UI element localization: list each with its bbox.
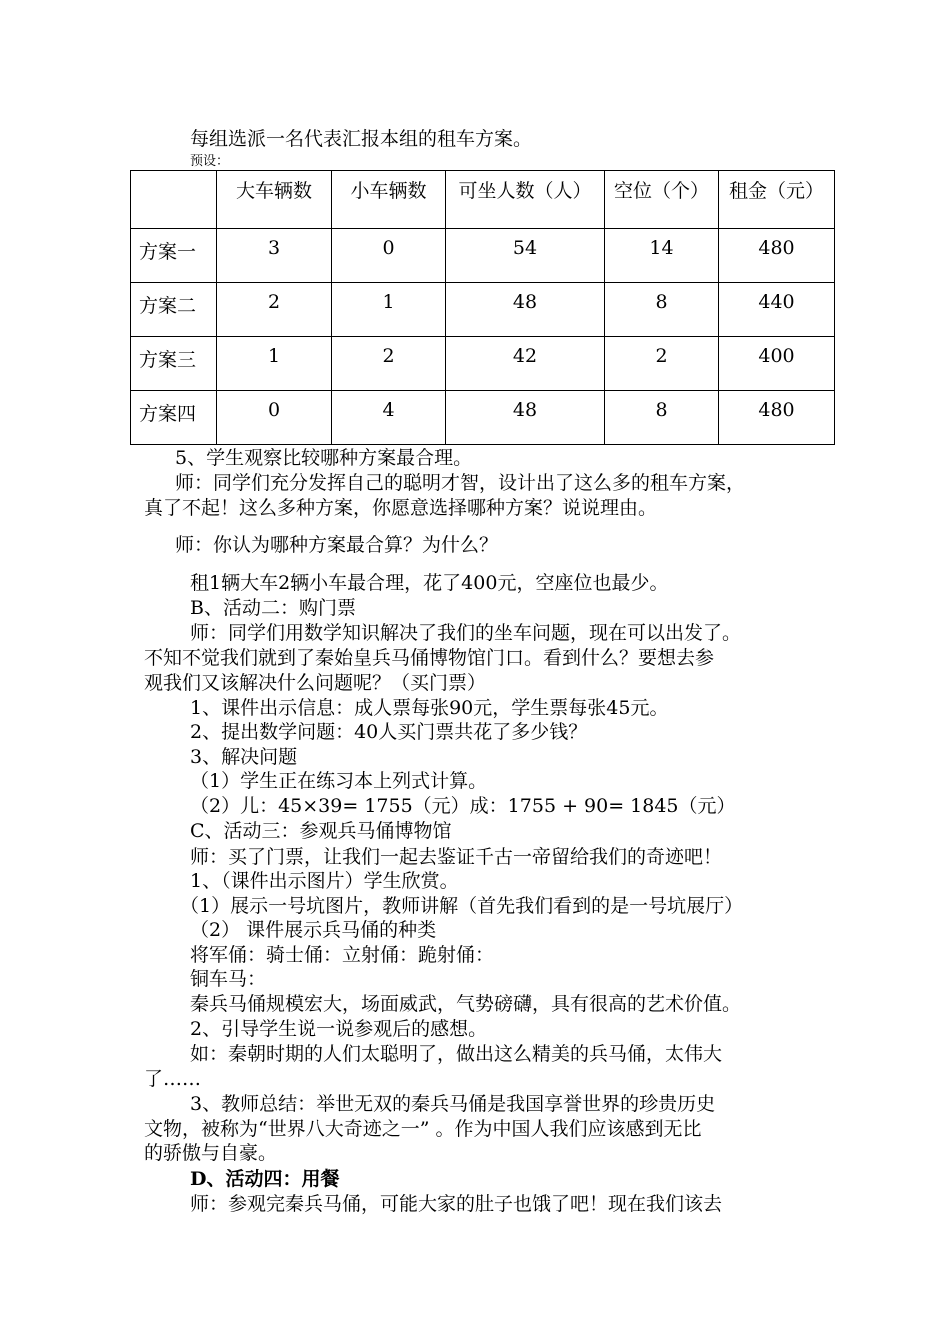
body-line: 师：同学们充分发挥自己的聪明才智，设计出了这么多的租车方案， — [175, 472, 746, 494]
body-line: 3、教师总结：举世无双的秦兵马俑是我国享誉世界的珍贵历史 — [190, 1093, 716, 1115]
table-cell: 54 — [446, 229, 605, 283]
intro-line: 每组选派一名代表汇报本组的租车方案。 — [190, 128, 533, 150]
table-row — [131, 391, 835, 445]
body-line: 的骄傲与自豪。 — [144, 1142, 278, 1164]
body-line: 铜车马： — [190, 968, 267, 990]
body-line: 2、引导学生说一说参观后的感想。 — [190, 1018, 488, 1040]
rental-plan-table — [130, 170, 835, 445]
header-cell: 小车辆数 — [332, 171, 446, 229]
body-line: 将军俑：骑士俑：立射俑：跪射俑： — [190, 944, 495, 966]
table-cell: 48 — [446, 391, 605, 445]
header-cell: 可坐人数（人） — [446, 171, 605, 229]
table-row — [131, 229, 835, 283]
table-cell: 14 — [605, 229, 719, 283]
preset-label: 预设： — [190, 154, 230, 169]
body-line: 1、课件出示信息：成人票每张90元，学生票每张45元。 — [190, 697, 669, 719]
section-heading: B、活动二：购门票 — [190, 597, 356, 619]
section-heading: C、活动三：参观兵马俑博物馆 — [190, 820, 452, 842]
table-cell: 0 — [217, 391, 332, 445]
table-cell: 4 — [332, 391, 446, 445]
body-line: 观我们又该解决什么问题呢？（买门票） — [144, 672, 487, 694]
body-line: 师：参观完秦兵马俑，可能大家的肚子也饿了吧！现在我们该去 — [190, 1193, 723, 1215]
body-line: 秦兵马俑规模宏大，场面威武，气势磅礴，具有很高的艺术价值。 — [190, 993, 742, 1015]
body-line: 1、（课件出示图片）学生欣赏。 — [190, 870, 459, 892]
body-line: （2）儿：45×39= 1755（元）成：1755 + 90= 1845（元） — [190, 795, 736, 817]
table-cell: 1 — [332, 283, 446, 337]
body-line: （1）展示一号坑图片，教师讲解（首先我们看到的是一号坑展厅） — [180, 895, 744, 917]
table-cell: 1 — [217, 337, 332, 391]
table-row — [131, 337, 835, 391]
section-heading: D、活动四：用餐 — [190, 1168, 340, 1190]
plan-name-cell: 方案四 — [131, 391, 217, 445]
body-line: 如：秦朝时期的人们太聪明了，做出这么精美的兵马俑，太伟大 — [190, 1043, 723, 1065]
body-line: 师：你认为哪种方案最合算？为什么？ — [175, 534, 499, 556]
table-cell: 8 — [605, 391, 719, 445]
plan-name-cell: 方案三 — [131, 337, 217, 391]
body-line: （2） 课件展示兵马俑的种类 — [190, 919, 437, 941]
plan-name-cell: 方案一 — [131, 229, 217, 283]
body-line: 5、学生观察比较哪种方案最合理。 — [175, 447, 473, 469]
body-line: 真了不起！这么多种方案，你愿意选择哪种方案？说说理由。 — [144, 497, 658, 519]
header-cell: 租金（元） — [719, 171, 835, 229]
table-cell: 480 — [719, 391, 835, 445]
table-cell: 8 — [605, 283, 719, 337]
body-line: 2、提出数学问题：40人买门票共花了多少钱？ — [190, 721, 588, 743]
plan-name-cell: 方案二 — [131, 283, 217, 337]
body-line: 师：买了门票，让我们一起去鉴证千古一帝留给我们的奇迹吧！ — [190, 846, 723, 868]
table-cell: 2 — [332, 337, 446, 391]
header-cell — [131, 171, 217, 229]
table-cell: 3 — [217, 229, 332, 283]
body-line: 了…… — [144, 1068, 202, 1090]
table-cell: 480 — [719, 229, 835, 283]
body-line: 租1辆大车2辆小车最合理，花了400元，空座位也最少。 — [190, 572, 669, 594]
table-cell: 440 — [719, 283, 835, 337]
table-cell: 0 — [332, 229, 446, 283]
body-line: （1）学生正在练习本上列式计算。 — [190, 770, 488, 792]
body-line: 文物，被称为“世界八大奇迹之一” 。作为中国人我们应该感到无比 — [144, 1118, 702, 1140]
body-line: 3、解决问题 — [190, 746, 298, 768]
table-cell: 42 — [446, 337, 605, 391]
header-cell: 大车辆数 — [217, 171, 332, 229]
table-cell: 2 — [605, 337, 719, 391]
body-line: 不知不觉我们就到了秦始皇兵马俑博物馆门口。看到什么？要想去参 — [144, 647, 715, 669]
table-cell: 48 — [446, 283, 605, 337]
table-cell: 2 — [217, 283, 332, 337]
body-line: 师：同学们用数学知识解决了我们的坐车问题，现在可以出发了。 — [190, 622, 742, 644]
table-header-row — [131, 171, 835, 229]
header-cell: 空位（个） — [605, 171, 719, 229]
table-cell: 400 — [719, 337, 835, 391]
table-row — [131, 283, 835, 337]
